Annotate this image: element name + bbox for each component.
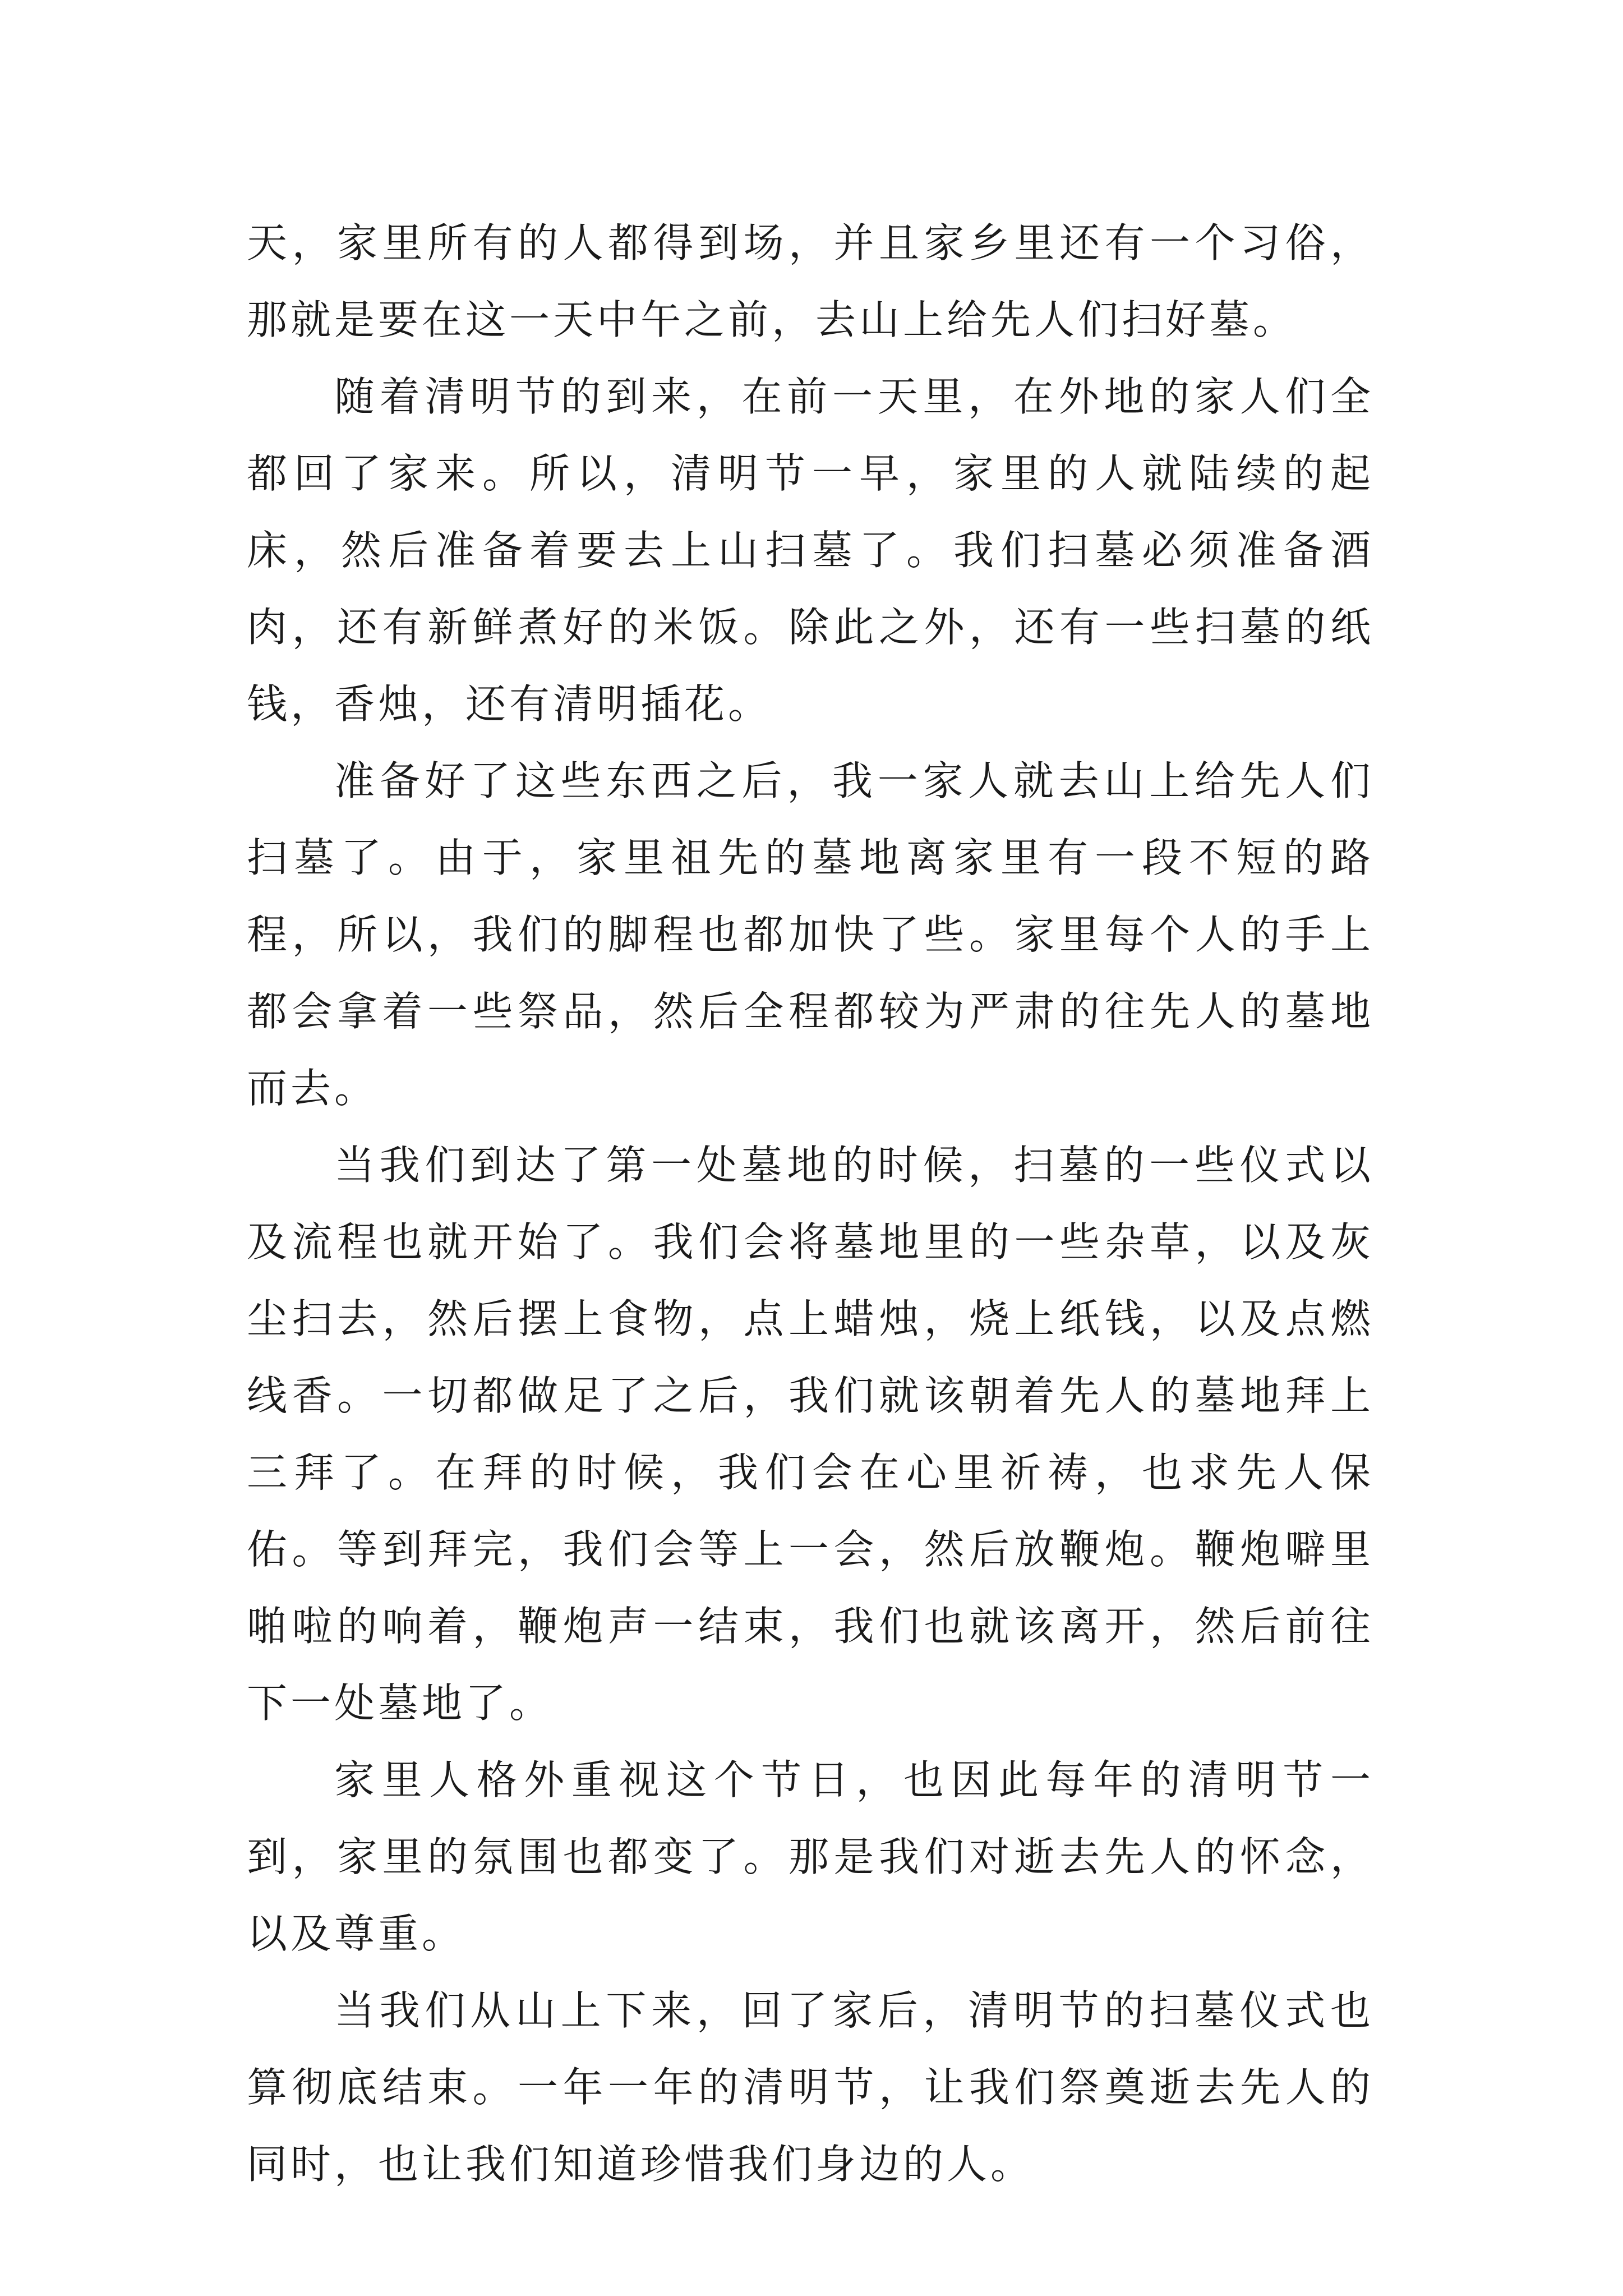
document-body [247, 205, 1374, 2203]
paragraph-1: 天，家里所有的人都得到场，并且家乡里还有一个习俗，那就是要在这一天中午之前，去山上给先人们扫好墓。 [247, 219, 1374, 343]
paragraph-2: 随着清明节的到来，在前一天里，在外地的家人们全都回了家来。所以，清明节一早，家里的人就陆续的起床，然后准备着要去上山扫墓了。我们扫墓必须准备酒肉，还有新鲜煮好的米饭。除此之外，还有一些扫墓的纸钱，香烛，还有清明插花。 [247, 373, 1374, 728]
paragraph-4: 当我们到达了第一处墓地的时候，扫墓的一些仪式以及流程也就开始了。我们会将墓地里的一些杂草，以及灰尘扫去，然后摆上食物，点上蜡烛，烧上纸钱，以及点燃线香。一切都做足了之后，我们就该朝着先人的墓地拜上三拜了。在拜的时候，我们会在心里祈祷，也求先人保佑。等到拜完，我们会等上一会，然后放鞭炮。鞭炮噼里啪啦的响着，鞭炮声一结束，我们也就该离开，然后前往下一处墓地了。 [247, 1142, 1374, 1727]
paragraph-3: 准备好了这些东西之后，我一家人就去山上给先人们扫墓了。由于，家里祖先的墓地离家里有一段不短的路程，所以，我们的脚程也都加快了些。家里每个人的手上都会拿着一些祭品，然后全程都较为严肃的往先人的墓地而去。 [247, 757, 1374, 1112]
paragraph-6: 当我们从山上下来，回了家后，清明节的扫墓仪式也算彻底结束。一年一年的清明节，让我们祭奠逝去先人的同时，也让我们知道珍惜我们身边的人。 [247, 1987, 1374, 2188]
paragraph-5: 家里人格外重视这个节日，也因此每年的清明节一到，家里的氛围也都变了。那是我们对逝去先人的怀念，以及尊重。 [247, 1756, 1374, 1957]
